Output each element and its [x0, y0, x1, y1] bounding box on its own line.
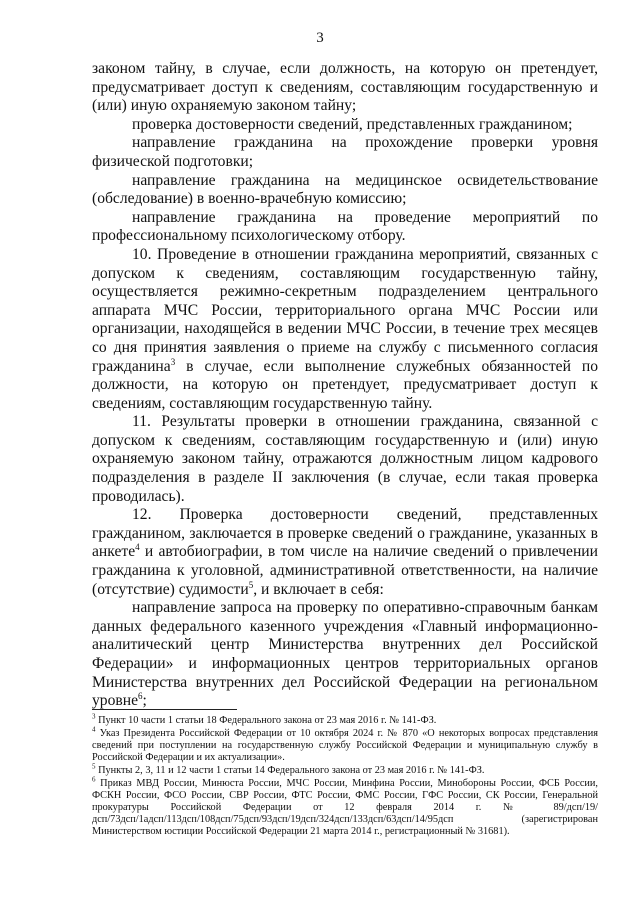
paragraph: законом тайну, в случае, если должность, на которую он претендует, предусматривает доступ к сведениям, составляющим государственную и (или) иную охраняемую законом тайну; — [92, 60, 598, 115]
paragraph-11: 11. Результаты проверки в отношении гражданина, связанной с допуском к сведениям, составляющим государственную и (или) иную охраняемую законом тайну, отражаются должностным лицом кадрового подразделения в разделе II заключения (в случае, если такая проверка проводилась). — [92, 413, 598, 505]
page-number: 3 — [316, 30, 324, 46]
paragraph-12: 12. Проверка достоверности сведений, представленных гражданином, заключается в проверке сведений о гражданине, указанных в анкете$^4$ и автобиографии, в том числе на наличие сведений о привлечении гражданина к уголовной, административной ответственности, на наличие (отсутствие) судимости$^5$, и включает в себя: — [92, 506, 598, 598]
footnotes — [92, 712, 598, 839]
footnote-ref: 5 — [248, 579, 254, 590]
footnote-ref: 6 — [138, 691, 143, 701]
document-body — [92, 60, 598, 711]
footnote-ref: 3 — [170, 356, 176, 367]
paragraph: направление гражданина на прохождение проверки уровня физической подготовки; — [92, 134, 598, 170]
footnote-separator — [92, 709, 237, 710]
footnote: $^3$ Пункт 10 части 1 статьи 18 Федерального закона от 23 мая 2016 г. № 141-ФЗ. — [92, 712, 437, 726]
paragraph: направление гражданина на медицинское освидетельствование (обследование) в военно-врачебную комиссию; — [92, 171, 598, 208]
paragraph: направление гражданина на проведение мероприятий по профессиональному психологическому отбору. — [92, 208, 598, 245]
footnote: $^6$ Приказ МВД России, Минюста России, МЧС России, Минфина России, Минобороны России, ФСБ России, ФСКН России, ФСО России, СВР России, ФТС России, ФМС России, ГФС России, СК России, Генеральной прокуратуры Российской Федерации от 12 февраля 2014 г. № 89/дсп/19/дсп/73дсп/1адсп/113дсп/108дсп/75дсп/93дсп/19дсп/324дсп/133дсп/63дсп/14/95дсп (зарегистрирован Министерством юстиции Российской Федерации 21 марта 2014 г., регистрационный № 31681). — [92, 775, 598, 837]
footnote: $^5$ Пункты 2, 3, 11 и 12 части 1 статьи 14 Федерального закона от 23 мая 2016 г. № 141-ФЗ. — [92, 762, 485, 776]
paragraph: проверка достоверности сведений, представленных гражданином; — [132, 115, 573, 133]
paragraph-10: 10. Проведение в отношении гражданина мероприятий, связанных с допуском к сведениям, составляющим государственную тайну, осуществляется режимно-секретным подразделением центрального аппарата МЧС России, территориального органа МЧС России или организации, находящейся в ведении МЧС России, в течение трех месяцев со дня принятия заявления о приеме на службу с письменного согласия гражданина$^3$ в случае, если выполнение служебных обязанностей по должности, на которую он претендует, предусматривает доступ к сведениям, составляющим государственную тайну. — [92, 245, 598, 412]
paragraph: направление запроса на проверку по оперативно-справочным банкам данных федерального казенного учреждения «Главный информационно-аналитический центр Министерства внутренних дел Российской Федерации» и информационных центров территориальных органов Министерства внутренних дел Российской Федерации на региональном уровне$^6$; — [92, 599, 598, 710]
footnote: $^4$ Указ Президента Российской Федерации от 10 октября 2024 г. № 870 «О некоторых вопросах представления сведений при поступлении на государственную службу Российской Федерации и муниципальную службу в Российской Федерации и их актуализации». — [92, 725, 598, 763]
footnote-ref: 4 — [135, 542, 140, 553]
